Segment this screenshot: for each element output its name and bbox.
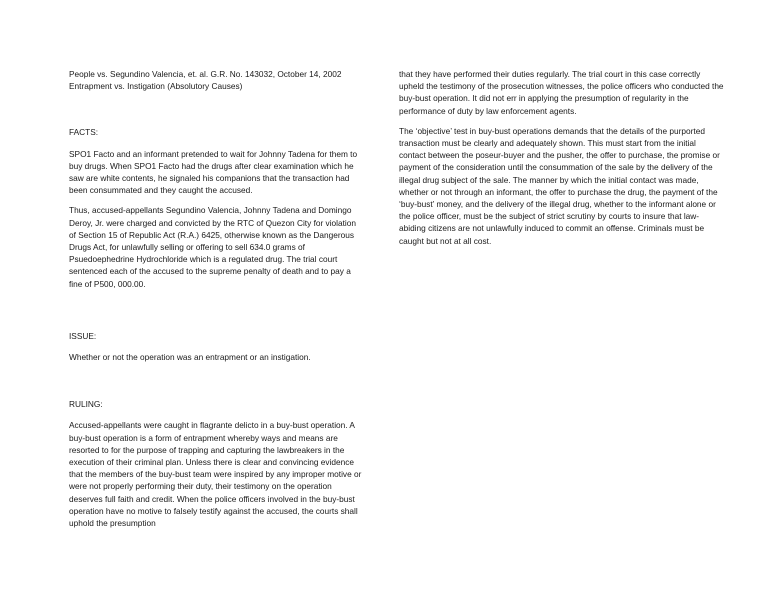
section-spacer	[69, 370, 365, 398]
facts-heading: FACTS:	[69, 127, 99, 138]
ruling-paragraph-continued: that they have performed their duties regularly. The trial court in this case correctly upheld the testimony of the prosecution witnesses, the police officers who conducted the buy-bust operation. It did not err in applying the presumption of regularity in the performance of duty by law enforcement agents.	[399, 69, 724, 116]
case-title: People vs. Segundino Valencia, et. al. G.R. No. 143032, October 14, 2002	[69, 69, 342, 79]
issue-heading: ISSUE:	[69, 330, 97, 341]
issue-text: Whether or not the operation was an entrapment or an instigation.	[69, 352, 311, 363]
left-column	[69, 68, 365, 536]
facts-paragraph-1: SPO1 Facto and an informant pretended to wait for Johnny Tadena for them to buy drugs. When SPO1 Facto had the drugs after clear examination which he saw are white contents, he signaled his companions that the transaction had been consummated and they caught the accused.	[69, 148, 358, 196]
facts-paragraph-2: Thus, accused-appellants Segundino Valencia, Johnny Tadena and Domingo Deroy, Jr. were charged and convicted by the RTC of Quezon City for violation of Section 15 of Republic Act (R.A.) 6425, otherwise known as the Dangerous Drugs Act, for unlawfully selling or offering to sell 634.0 grams of Psuedoephedrine Hydrochloride which is a regulated drug. The trial court sentenced each of the accused to the supreme penalty of death and to pay a fine of P500, 000.00.	[69, 205, 356, 289]
section-spacer	[69, 297, 365, 330]
right-column	[399, 68, 724, 254]
ruling-paragraph-2: The ‘objective’ test in buy-bust operations demands that the details of the purported transaction must be clearly and adequately shown. This must start from the initial contact between the poseur-buyer and the pusher, the offer to purchase, the promise or payment of the consideration until the consummation of the sale by the delivery of the illegal drug subject of the sale. The manner by which the initial contact was made, whether or not through an informant, the offer to purchase the drug, the payment of the ‘buy-bust’ money, and the delivery of the illegal drug, whether to the informant alone or the police officer, must be the subject of strict scrutiny by courts to insure that law-abiding citizens are not unlawfully induced to commit an offense. Criminals must be caught but not at all cost.	[399, 125, 720, 246]
case-subtitle: Entrapment vs. Instigation (Absolutory Causes)	[69, 81, 243, 92]
ruling-paragraph-1: Accused-appellants were caught in flagrante delicto in a buy-bust operation. A buy-bust operation is a form of entrapment whereby ways and means are resorted to for the purpose of trapping and capturing the lawbreakers in the execution of their criminal plan. Unless there is clear and convincing evidence that the members of the buy-bust team were inspired by any improper motive or were not properly performing their duty, their testimony on the operation deserves full faith and credit. When the police officers involved in the buy-bust operation have no motive to falsely testify against the accused, the courts shall uphold the presumption	[69, 420, 362, 529]
ruling-heading: RULING:	[69, 399, 103, 410]
case-title-block	[69, 68, 365, 92]
